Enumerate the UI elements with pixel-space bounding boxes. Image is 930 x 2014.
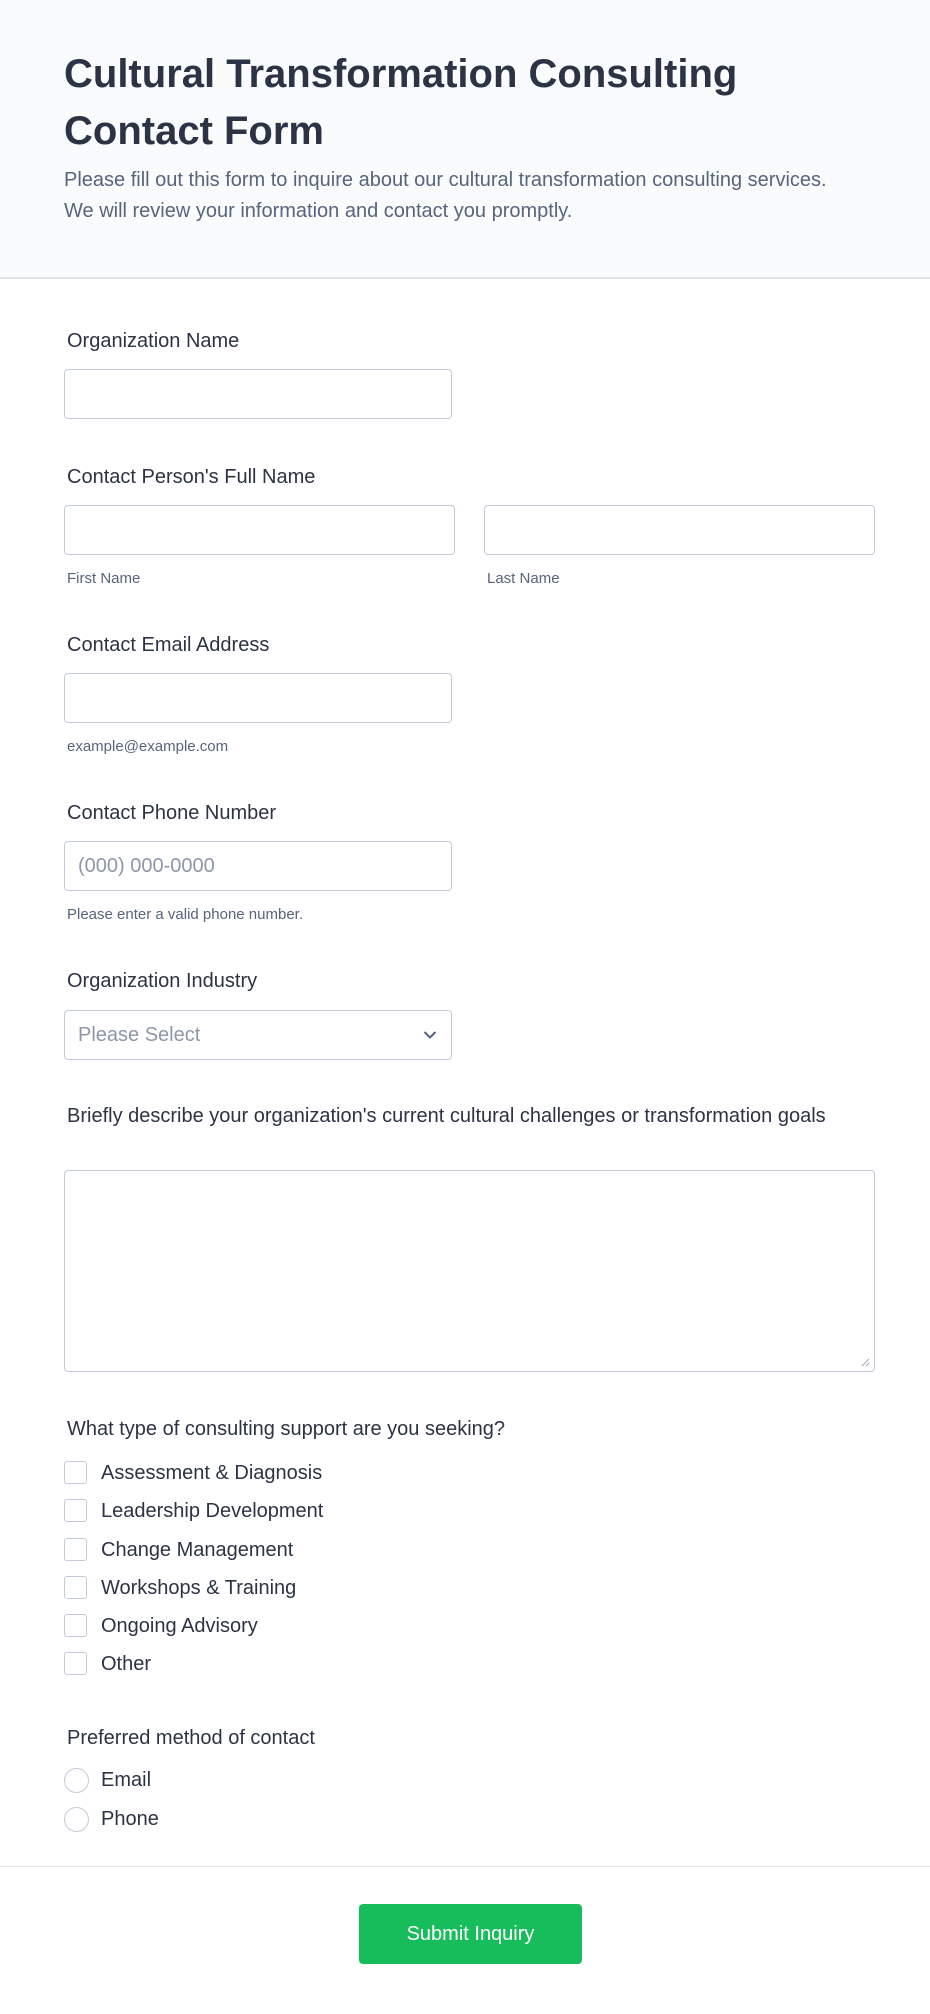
last-name-input[interactable] [484, 505, 875, 555]
challenges-label: Briefly describe your organization's current cultural challenges or transformation goals [67, 1105, 826, 1127]
phone-sublabel: Please enter a valid phone number. [67, 906, 303, 923]
contact-method-option-label: Phone [101, 1808, 159, 1830]
contact-name-label: Contact Person's Full Name [67, 466, 316, 488]
support-option-label: Other [101, 1653, 152, 1675]
checkbox[interactable] [64, 1538, 87, 1561]
checkbox[interactable] [64, 1499, 87, 1522]
challenges-textarea[interactable] [64, 1170, 875, 1372]
first-name-sublabel: First Name [67, 570, 141, 587]
resize-handle-icon[interactable] [860, 1357, 870, 1367]
first-name-input[interactable] [64, 505, 455, 555]
contact-method-option-label: Email [101, 1769, 152, 1791]
email-sublabel: example@example.com [67, 738, 229, 755]
org-name-input[interactable] [64, 369, 452, 419]
last-name-sublabel: Last Name [487, 570, 560, 587]
checkbox[interactable] [64, 1461, 87, 1484]
industry-label: Organization Industry [67, 970, 258, 992]
radio-button[interactable] [64, 1807, 89, 1832]
support-option-label: Leadership Development [101, 1500, 324, 1522]
support-option-label: Workshops & Training [101, 1577, 297, 1599]
form-title: Cultural Transformation Consulting Contact Form [64, 52, 738, 153]
form-subtitle: Please fill out this form to inquire about our cultural transformation consulting services. We will review your information and contact you promptly. [64, 169, 827, 222]
phone-placeholder: (000) 000-0000 [78, 855, 215, 877]
form-header [0, 0, 930, 279]
org-name-label: Organization Name [67, 330, 240, 352]
support-option-label: Change Management [101, 1539, 294, 1561]
support-option-label: Assessment & Diagnosis [101, 1462, 323, 1484]
checkbox[interactable] [64, 1614, 87, 1637]
industry-selected-value: Please Select [78, 1024, 201, 1046]
footer-divider [0, 1866, 930, 1867]
radio-button[interactable] [64, 1768, 89, 1793]
checkbox[interactable] [64, 1652, 87, 1675]
support-option-label: Ongoing Advisory [101, 1615, 258, 1637]
submit-button[interactable]: Submit Inquiry [359, 1904, 582, 1964]
email-input[interactable] [64, 673, 452, 723]
phone-label: Contact Phone Number [67, 802, 277, 824]
support-label: What type of consulting support are you seeking? [67, 1418, 506, 1440]
checkbox[interactable] [64, 1576, 87, 1599]
chevron-down-icon [423, 1028, 437, 1042]
email-label: Contact Email Address [67, 634, 270, 656]
phone-input[interactable] [64, 841, 452, 891]
contact-method-label: Preferred method of contact [67, 1727, 315, 1749]
industry-select[interactable] [64, 1010, 452, 1060]
